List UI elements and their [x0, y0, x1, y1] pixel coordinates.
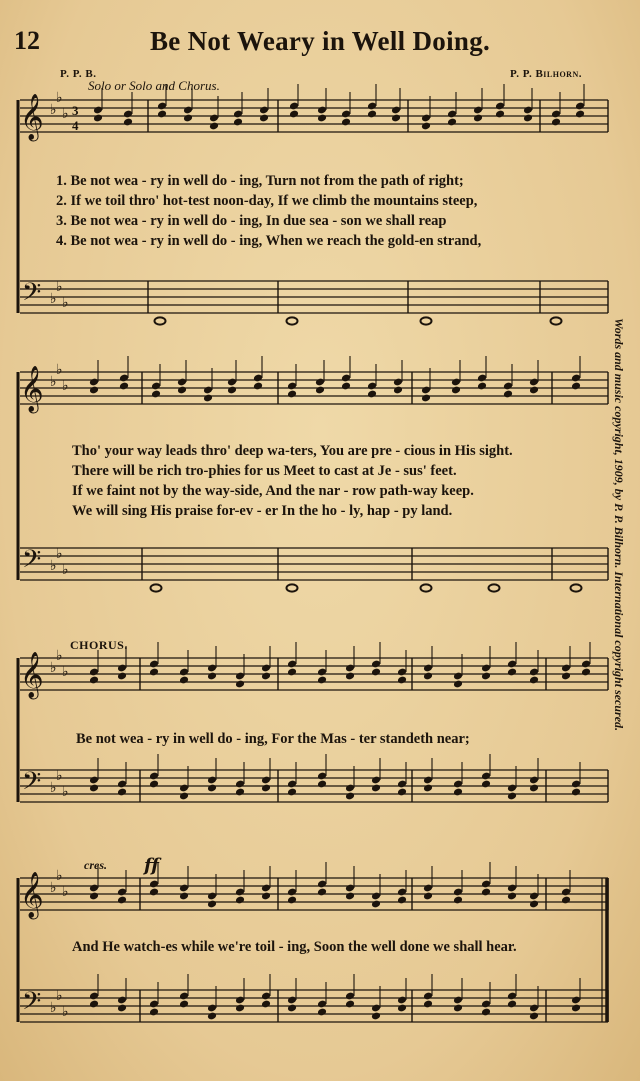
key-signature-flat: ♭ — [62, 106, 69, 122]
bass-note-head — [149, 780, 159, 789]
page-number: 12 — [14, 26, 40, 55]
bass-note-head — [507, 1000, 517, 1009]
bass-note-head — [529, 1012, 539, 1021]
bass-whole-note — [421, 584, 432, 591]
note-head — [287, 896, 297, 905]
note-head — [183, 114, 193, 123]
note-head — [561, 672, 571, 681]
note-head — [529, 386, 539, 395]
note-head — [367, 110, 377, 119]
note-head — [177, 386, 187, 395]
bass-note-head — [571, 1004, 581, 1013]
key-signature-flat: ♭ — [50, 558, 57, 574]
note-head — [345, 892, 355, 901]
note-head — [581, 668, 591, 677]
key-signature-flat: ♭ — [56, 768, 63, 784]
bass-whole-note — [489, 584, 500, 591]
time-signature: 3 — [72, 103, 79, 118]
note-head — [149, 888, 159, 897]
note-head — [481, 672, 491, 681]
note-head — [397, 896, 407, 905]
note-head — [453, 896, 463, 905]
verse-1-line-1: 1. Be not wea - ry in well do - ing, Turn not from the path of right; — [56, 173, 464, 189]
key-signature-flat: ♭ — [56, 279, 63, 295]
bass-clef: 𝄢 — [22, 767, 42, 802]
fortissimo-mark: ff — [144, 855, 159, 876]
note-head — [117, 896, 127, 905]
crescendo-mark: cres. — [84, 858, 107, 872]
bass-whole-note — [551, 317, 562, 324]
key-signature-flat: ♭ — [50, 780, 57, 796]
note-head — [119, 382, 129, 391]
note-head — [551, 118, 561, 127]
note-head — [89, 892, 99, 901]
note-head — [571, 382, 581, 391]
key-signature-flat: ♭ — [50, 102, 57, 118]
note-head — [453, 680, 463, 689]
bass-note-head — [287, 788, 297, 797]
bass-whole-note — [287, 584, 298, 591]
bass-note-head — [317, 1008, 327, 1017]
bass-note-head — [317, 780, 327, 789]
key-signature-flat: ♭ — [56, 362, 63, 378]
key-signature-flat: ♭ — [62, 884, 69, 900]
bass-note-head — [179, 1000, 189, 1009]
bass-note-head — [371, 1012, 381, 1021]
bass-note-head — [571, 788, 581, 797]
note-head — [235, 680, 245, 689]
key-signature-flat: ♭ — [56, 90, 63, 106]
bass-note-head — [179, 792, 189, 801]
copyright-notice — [612, 318, 626, 918]
note-head — [529, 676, 539, 685]
copyright-text: Words and music copyright, 1909, by P. P. Bilhorn. International copyright secured. — [612, 318, 626, 732]
note-head — [287, 668, 297, 677]
bass-note-head — [117, 1004, 127, 1013]
note-head — [341, 118, 351, 127]
note-head — [157, 110, 167, 119]
verse-4-line-2: We will sing His praise for-ev - er In the ho - ly, hap - py land. — [72, 503, 453, 519]
note-head — [523, 114, 533, 123]
treble-clef: 𝄞 — [20, 94, 44, 140]
verse-1-line-2: Tho' your way leads thro' deep wa-ters, You are pre - cious in His sight. — [72, 443, 513, 459]
verse-2-line-1: 2. If we toil thro' hot-test noon-day, If we climb the mountains steep, — [56, 193, 478, 209]
hymn-title: Be Not Weary in Well Doing. — [149, 26, 491, 56]
key-signature-flat: ♭ — [50, 880, 57, 896]
note-head — [149, 668, 159, 677]
treble-clef: 𝄞 — [20, 652, 44, 698]
note-head — [287, 390, 297, 399]
bass-whole-note — [421, 317, 432, 324]
key-signature-flat: ♭ — [62, 664, 69, 680]
chorus-lyrics-2: And He watch-es while we're toil - ing, Soon the well done we shall hear. — [72, 939, 517, 955]
bass-note-head — [397, 788, 407, 797]
note-head — [315, 386, 325, 395]
note-head — [93, 114, 103, 123]
note-head — [253, 382, 263, 391]
note-head — [451, 386, 461, 395]
key-signature-flat: ♭ — [56, 648, 63, 664]
words-credit: P. P. B. — [60, 68, 97, 80]
note-head — [529, 900, 539, 909]
bass-whole-note — [571, 584, 582, 591]
bass-whole-note — [151, 584, 162, 591]
note-head — [179, 676, 189, 685]
bass-note-head — [207, 784, 217, 793]
chorus-label: CHORUS. — [70, 638, 128, 652]
performance-note: Solo or Solo and Chorus. — [88, 78, 220, 93]
key-signature-flat: ♭ — [62, 562, 69, 578]
note-head — [561, 896, 571, 905]
note-head — [473, 114, 483, 123]
note-head — [421, 394, 431, 403]
note-head — [503, 390, 513, 399]
treble-clef: 𝄞 — [20, 872, 44, 918]
note-head — [117, 672, 127, 681]
bass-whole-note — [287, 317, 298, 324]
note-head — [89, 386, 99, 395]
note-head — [341, 382, 351, 391]
bass-note-head — [89, 1000, 99, 1009]
bass-clef: 𝄢 — [22, 987, 42, 1022]
music-credit: P. P. Bilhorn. — [510, 68, 582, 80]
note-head — [317, 888, 327, 897]
key-signature-flat: ♭ — [56, 546, 63, 562]
bass-note-head — [529, 784, 539, 793]
note-head — [289, 110, 299, 119]
key-signature-flat: ♭ — [62, 378, 69, 394]
note-head — [397, 676, 407, 685]
bass-note-head — [507, 792, 517, 801]
key-signature-flat: ♭ — [62, 784, 69, 800]
note-head — [423, 892, 433, 901]
key-signature-flat: ♭ — [62, 1004, 69, 1020]
bass-note-head — [261, 784, 271, 793]
note-head — [367, 390, 377, 399]
note-head — [89, 676, 99, 685]
bass-note-head — [371, 784, 381, 793]
time-signature: 4 — [72, 118, 79, 133]
verse-3-line-1: 3. Be not wea - ry in well do - ing, In due sea - son we shall reap — [56, 213, 447, 229]
note-head — [203, 394, 213, 403]
bass-clef: 𝄢 — [22, 278, 42, 313]
key-signature-flat: ♭ — [50, 374, 57, 390]
key-signature-flat: ♭ — [50, 291, 57, 307]
bass-note-head — [481, 780, 491, 789]
note-head — [507, 892, 517, 901]
bass-note-head — [423, 784, 433, 793]
key-signature-flat: ♭ — [56, 988, 63, 1004]
bass-note-head — [345, 1000, 355, 1009]
key-signature-flat: ♭ — [50, 660, 57, 676]
bass-note-head — [207, 1012, 217, 1021]
note-head — [421, 122, 431, 131]
note-head — [423, 672, 433, 681]
verse-4-line-1: 4. Be not wea - ry in well do - ing, When we reach the gold-en strand, — [56, 233, 482, 249]
bass-note-head — [397, 1004, 407, 1013]
bass-whole-note — [155, 317, 166, 324]
note-head — [391, 114, 401, 123]
note-head — [179, 892, 189, 901]
bass-note-head — [453, 788, 463, 797]
verse-3-line-2: If we faint not by the way-side, And the nar - row path-way keep. — [72, 483, 474, 499]
bass-note-head — [423, 1000, 433, 1009]
note-head — [233, 118, 243, 127]
bass-note-head — [89, 784, 99, 793]
note-head — [123, 118, 133, 127]
note-head — [261, 892, 271, 901]
note-head — [393, 386, 403, 395]
bass-note-head — [117, 788, 127, 797]
note-head — [209, 122, 219, 131]
bass-note-head — [287, 1004, 297, 1013]
note-head — [207, 672, 217, 681]
treble-clef: 𝄞 — [20, 366, 44, 412]
note-head — [345, 672, 355, 681]
bass-note-head — [235, 1004, 245, 1013]
bass-note-head — [481, 1008, 491, 1017]
note-head — [261, 672, 271, 681]
key-signature-flat: ♭ — [50, 1000, 57, 1016]
verse-2-line-2: There will be rich tro-phies for us Meet to cast at Je - sus' feet. — [72, 463, 457, 479]
note-head — [235, 896, 245, 905]
bass-note-head — [261, 1000, 271, 1009]
note-head — [575, 110, 585, 119]
note-head — [507, 668, 517, 677]
note-head — [207, 900, 217, 909]
note-head — [447, 118, 457, 127]
note-head — [151, 390, 161, 399]
note-head — [317, 114, 327, 123]
note-head — [227, 386, 237, 395]
bass-clef: 𝄢 — [22, 545, 42, 580]
chorus-lyrics-1: Be not wea - ry in well do - ing, For the Mas - ter standeth near; — [76, 731, 470, 747]
note-head — [481, 888, 491, 897]
note-head — [371, 900, 381, 909]
note-head — [477, 382, 487, 391]
note-head — [317, 676, 327, 685]
note-head — [371, 668, 381, 677]
key-signature-flat: ♭ — [62, 295, 69, 311]
bass-note-head — [453, 1004, 463, 1013]
bass-note-head — [345, 792, 355, 801]
bass-note-head — [149, 1008, 159, 1017]
note-head — [259, 114, 269, 123]
key-signature-flat: ♭ — [56, 868, 63, 884]
bass-note-head — [235, 788, 245, 797]
note-head — [495, 110, 505, 119]
